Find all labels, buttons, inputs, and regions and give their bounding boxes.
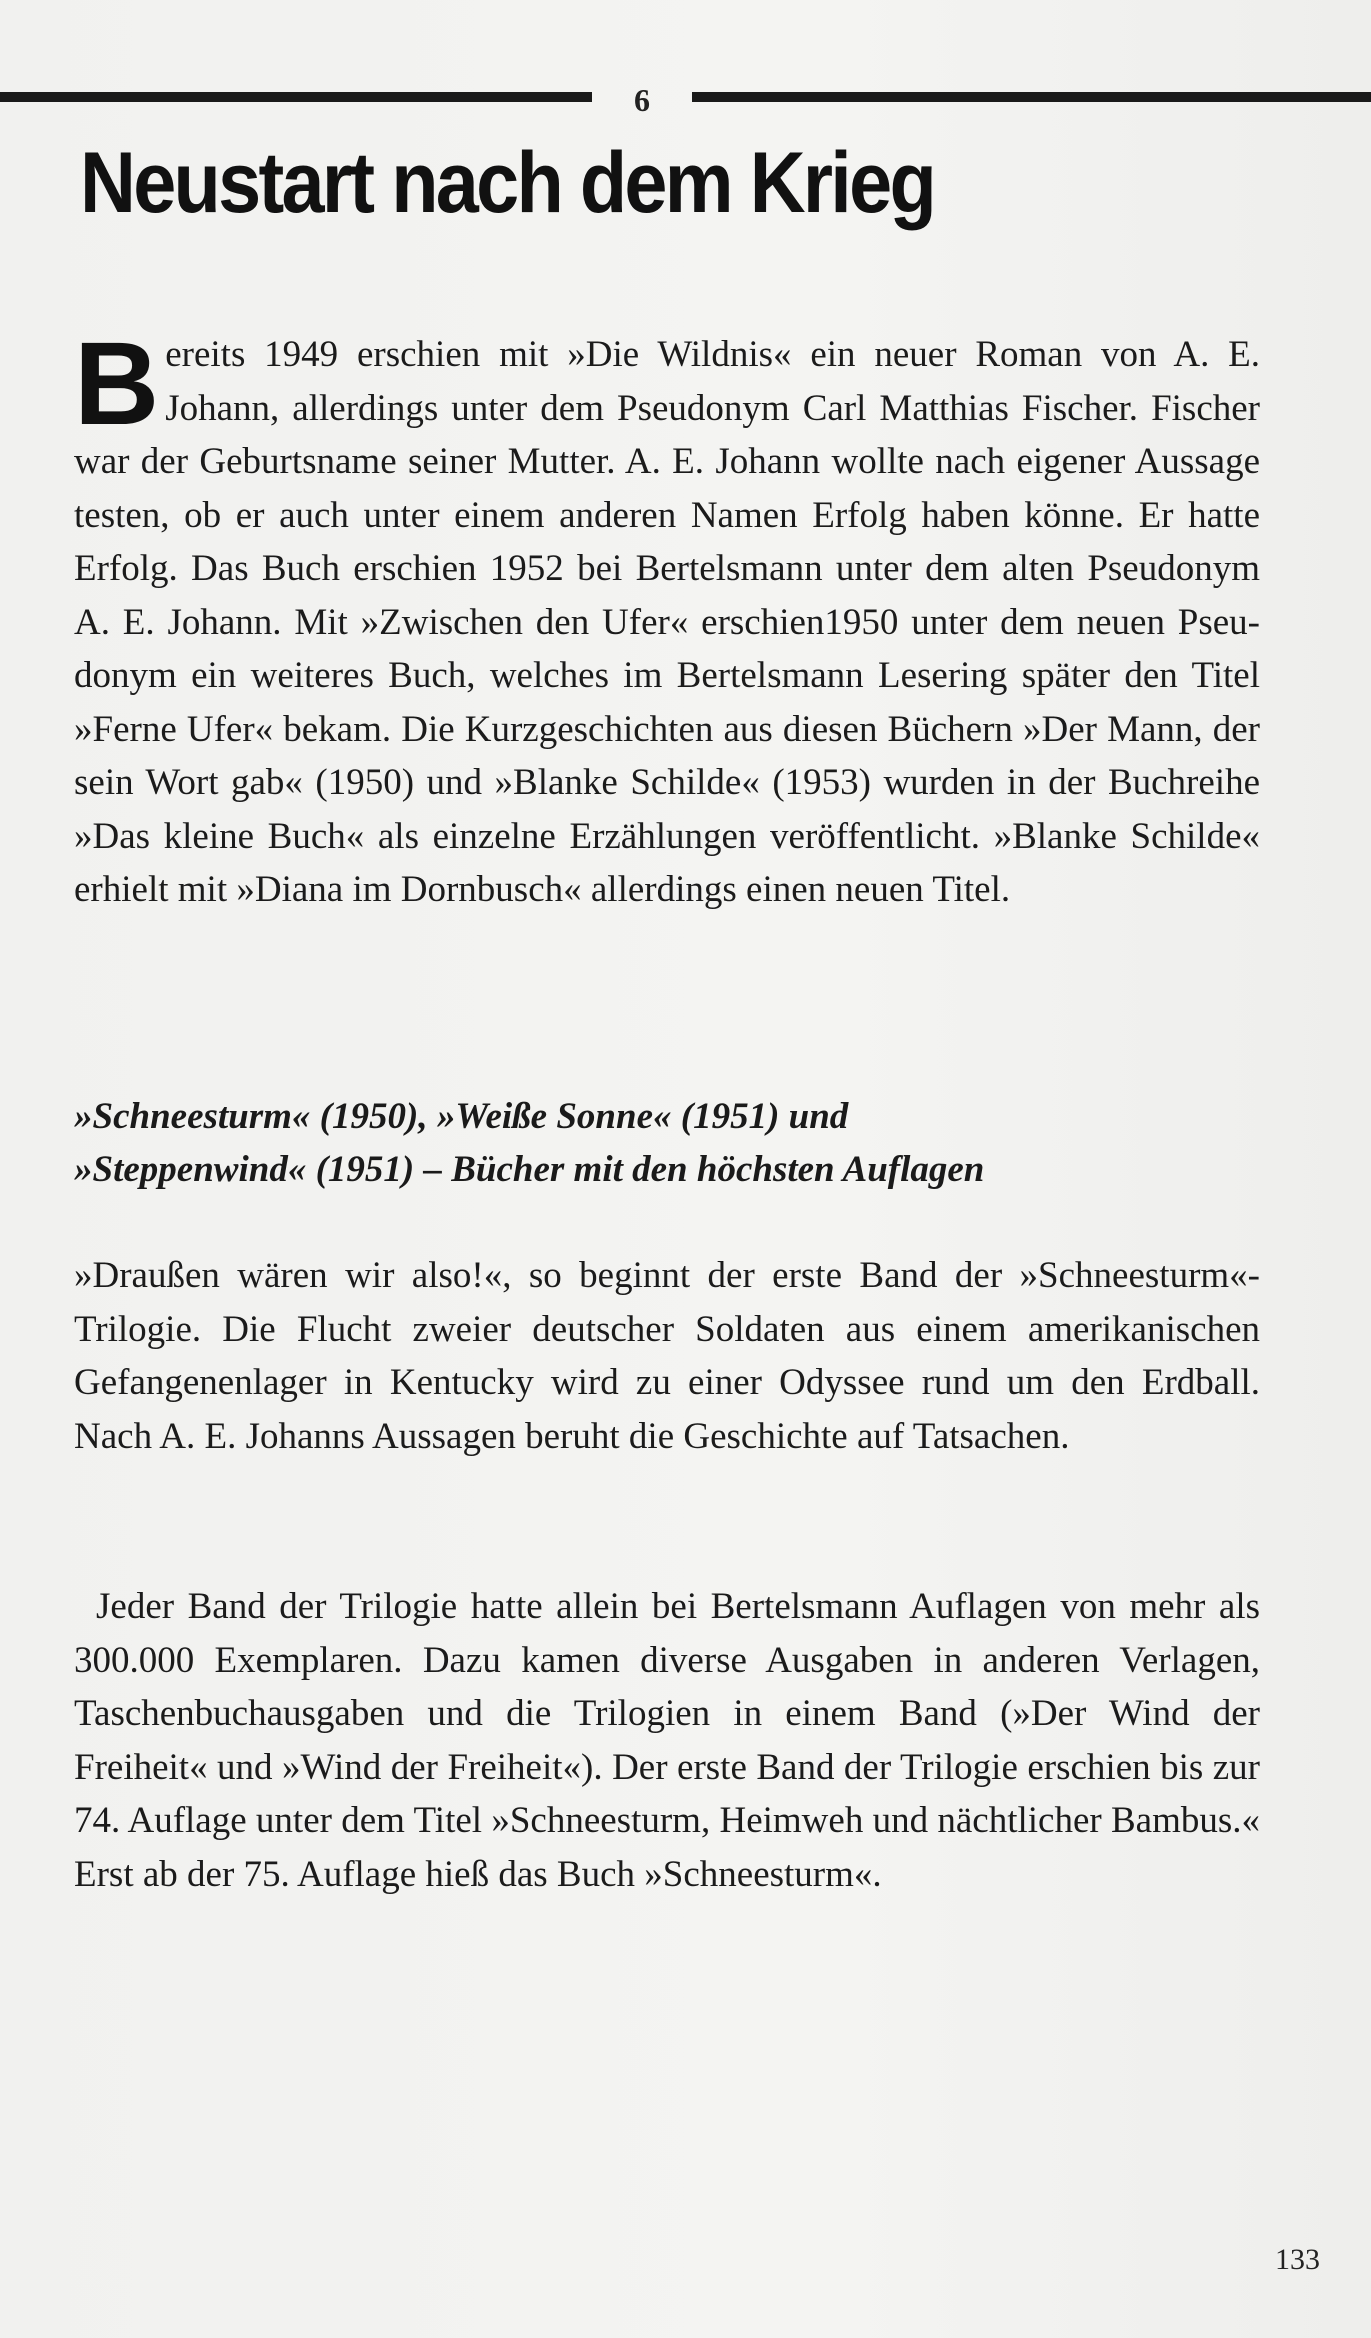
subheading-line-1: »Schneesturm« (1950), »Weiße Sonne« (1951) und: [74, 1096, 849, 1137]
subheading-line-2: »Steppenwind« (1951) – Bücher mit den höchsten Auflagen: [74, 1149, 985, 1190]
intro-paragraph-text: ereits 1949 erschien mit »Die Wildnis« ein neuer Roman von A. E. Johann, allerdings unter dem Pseudonym Carl Matthias Fischer. Fischer war der Geburtsname seiner Mutter. A. E. Johann wollte nach eigener Aussage testen, ob er auch unter einem anderen Namen Erfolg haben könne. Er hatte Erfolg. Das Buch erschien 1952 bei Bertelsmann unter dem alten Pseudonym A. E. Johann. Mit »Zwischen den Ufer« erschien1950 unter dem neuen Pseudonym ein weiteres Buch, welches im Bertelsmann Lesering später den Titel »Ferne Ufer« bekam. Die Kurzgeschichten aus diesen Büchern »Der Mann, der sein Wort gab« (1950) und »Blanke Schilde« (1953) wurden in der Buchreihe »Das kleine Buch« als einzelne Erzählungen veröffentlicht. »Blanke Schilde« erhielt mit »Diana im Dornbusch« allerdings einen neuen Titel.: [74, 334, 1260, 910]
page-number: 133: [1275, 2243, 1320, 2276]
drop-cap: B: [74, 318, 160, 450]
chapter-title: Neustart nach dem Krieg: [80, 135, 935, 231]
trilogy-paragraph: »Draußen wären wir also!«, so beginnt der erste Band der »Schneesturm«-Trilogie. Die Flucht zweier deutscher Soldaten aus einem amerikanischen Gefangenenlager in Kentucky wird zu einer Odyssee rund um den Erdball. Nach A. E. Johanns Aussagen beruht die Geschichte auf Tatsachen.: [74, 1255, 1260, 1457]
intro-paragraph: [74, 318, 1260, 917]
editions-paragraph-text: Jeder Band der Trilogie hatte allein bei Bertelsmann Auflagen von mehr als 300.000 Exemplaren. Dazu kamen diverse Ausgaben in anderen Verlagen, Taschenbuchausgaben und die Trilogien in einem Band (»Der Wind der Freiheit« und »Wind der Freiheit«). Der erste Band der Trilogie erschien bis zur 74. Auflage unter dem Titel »Schneesturm, Heimweh und nächtlicher Bambus.« Erst ab der 75. Auflage hieß das Buch »Schneesturm«.: [74, 1586, 1260, 1895]
editions-paragraph: [74, 1580, 1260, 1901]
chapter-number: 6: [634, 82, 650, 118]
section-subheading: [74, 1090, 1260, 1196]
header-rule-left: [0, 92, 592, 102]
header-rule-right: [692, 92, 1371, 102]
